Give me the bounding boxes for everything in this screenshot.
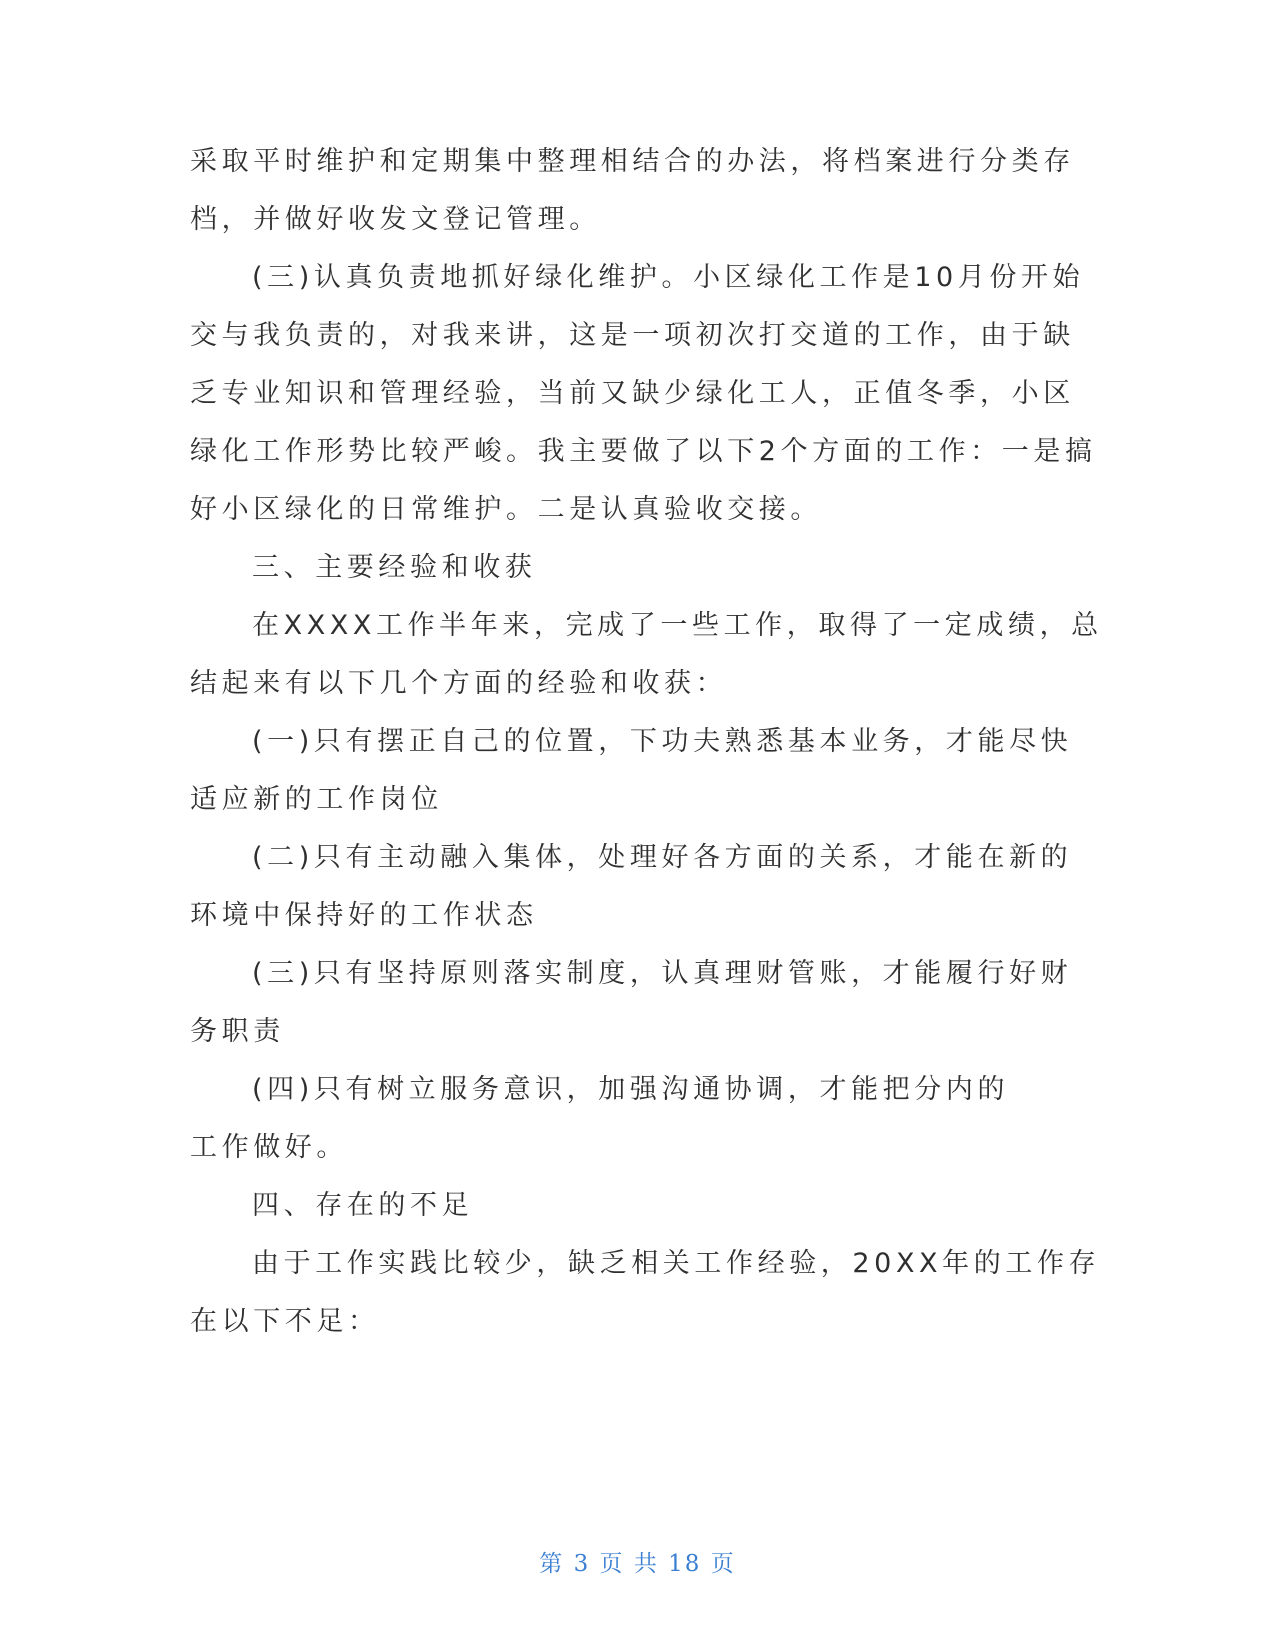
- paragraph-line: (二)只有主动融入集体，处理好各方面的关系，才能在新的: [252, 842, 1073, 873]
- paragraph-line: (四)只有树立服务意识，加强沟通协调，才能把分内的: [252, 1074, 1010, 1105]
- paragraph-line: 好小区绿化的日常维护。二是认真验收交接。: [190, 494, 822, 525]
- paragraph-line: 在以下不足：: [190, 1306, 380, 1337]
- section-heading: 三、主要经验和收获: [252, 552, 537, 583]
- paragraph-line: 结起来有以下几个方面的经验和收获：: [190, 668, 728, 699]
- paragraph-line: 档，并做好收发文登记管理。: [190, 204, 601, 235]
- paragraph-line: 务职责: [190, 1016, 285, 1047]
- paragraph-line: 乏专业知识和管理经验，当前又缺少绿化工人，正值冬季，小区: [190, 378, 1075, 409]
- paragraph-line: 环境中保持好的工作状态: [190, 900, 538, 931]
- paragraph-line: (三)认真负责地抓好绿化维护。小区绿化工作是10月份开始: [252, 262, 1085, 293]
- paragraph-line: 工作做好。: [190, 1132, 348, 1163]
- paragraph-line: 交与我负责的，对我来讲，这是一项初次打交道的工作，由于缺: [190, 320, 1075, 351]
- section-heading: 四、存在的不足: [252, 1190, 474, 1221]
- paragraph-line: 在XXXX工作半年来，完成了一些工作，取得了一定成绩，总: [252, 610, 1103, 641]
- page-number-footer: 第 3 页 共 18 页: [539, 1551, 736, 1577]
- paragraph-line: (三)只有坚持原则落实制度，认真理财管账，才能履行好财: [252, 958, 1073, 989]
- paragraph-line: 绿化工作形势比较严峻。我主要做了以下2个方面的工作：一是搞: [190, 436, 1097, 467]
- paragraph-line: 采取平时维护和定期集中整理相结合的办法，将档案进行分类存: [190, 146, 1075, 177]
- paragraph-line: 由于工作实践比较少，缺乏相关工作经验，20XX年的工作存: [252, 1248, 1101, 1279]
- paragraph-line: 适应新的工作岗位: [190, 784, 443, 815]
- paragraph-line: (一)只有摆正自己的位置，下功夫熟悉基本业务，才能尽快: [252, 726, 1073, 757]
